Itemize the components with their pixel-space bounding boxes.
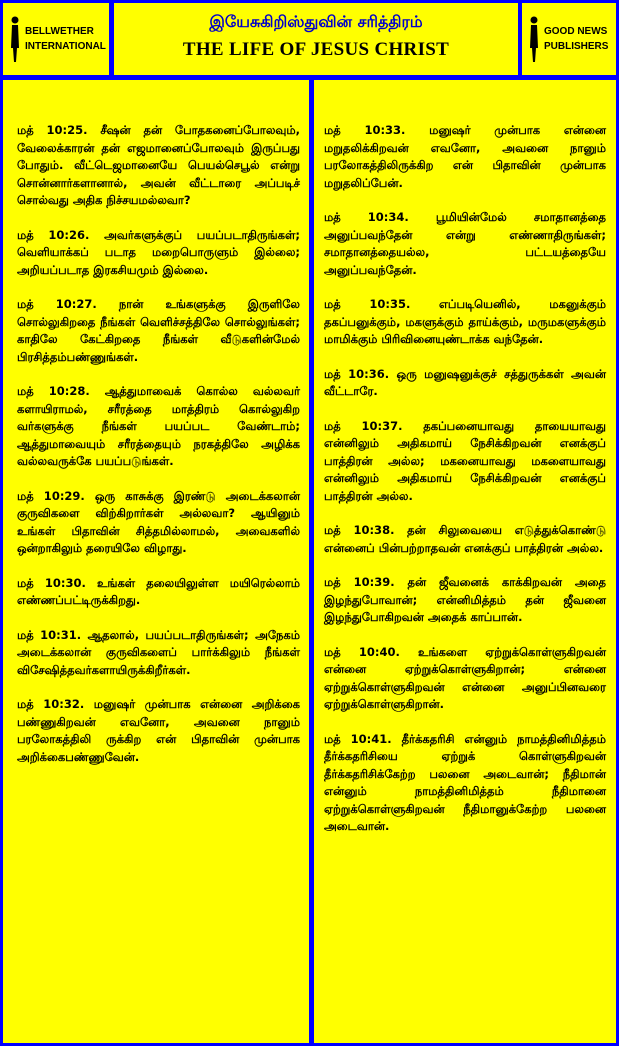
verse-ref: மத் 10:30. [17,575,86,590]
verse [324,366,606,401]
verse [324,522,606,557]
verse [17,488,300,558]
verse-ref: மத் 10:33. [324,123,406,137]
left-column [3,80,309,1043]
verse-ref: மத் 10:31. [17,627,82,642]
bellwether-figure-icon [9,14,21,64]
verse-ref: மத் 10:32. [17,697,85,711]
verse-text: சீஷன் தன் போதகனைப்போலவும், வேலைக்காரன் தன் எஜமானைப்போலவும் இருப்பது போதும். வீட்டெஜமானையே பெயல்செபூல் என்று சொன்னார்களானால், அவன் வீட்டாரை அப்படிச் சொல்வது அதிக நிச்சயமல்லவா? [17,123,300,207]
verse [17,575,300,610]
verse-ref: மத் 10:27. [17,297,97,311]
verse [324,296,606,349]
figure-icon [528,14,540,64]
verse-text: பூமியின்மேல் சமாதானத்தை அனுப்பவந்தேன் என்று எண்ணாதிருங்கள்; சமாதானத்தையல்ல, பட்டயத்தையே அனுப்பவந்தேன். [324,210,606,277]
verse-text: நான் உங்களுக்கு இருளிலே சொல்லுகிறதை நீங்கள் வெளிச்சத்திலே சொல்லுங்கள்; காதிலே கேட்கிறதை நீங்கள் வீடுகளின்மேல் பிரசித்தம்பண்ணுங்கள். [17,297,300,364]
verse [17,296,300,366]
verse-text: உங்கள் தலையிலுள்ள மயிரெல்லாம் எண்ணப்பட்டிருக்கிறது. [17,575,300,607]
verse-text: ஆத்துமாவைக் கொல்ல வல்லவர் களாயிராமல், சரீரத்தை மாத்திரம் கொல்லுகிற வர்களுக்கு நீங்கள் பயப்பட வேண்டாம்; ஆத்துமாவையும் சரீரத்தையும் நரகத்திலே அழிக்க வல்லவருக்கே பயப்படுங்கள். [17,384,300,468]
verse-text: உங்களை ஏற்றுக்கொள்ளுகிறவன் என்னை ஏற்றுக்கொள்ளுகிறான்; என்னை ஏற்றுக்கொள்ளுகிறவன் என்னை அனுப்பினவரை ஏற்றுக்கொள்ளுகிறான். [324,644,606,711]
verse [324,731,606,836]
verse-text: தன் சிலுவையை எடுத்துக்கொண்டு என்னைப் பின்பற்றாதவன் எனக்குப் பாத்திரன் அல்ல. [324,523,606,555]
right-column [314,80,616,1043]
verse-ref: மத் 10:39. [324,575,395,589]
verse [324,209,606,279]
verse-ref: மத் 10:37. [324,418,403,433]
verse-text: தன் ஜீவனைக் காக்கிறவன் அதை இழந்துபோவான்; என்னிமித்தம் தன் ஜீவனை இழந்துபோகிறவன் அதைக் காப்பான். [324,575,606,624]
good-news-logo-line2: PUBLISHERS [544,41,609,52]
verse [17,696,300,766]
title-tamil: இயேசுகிறிஸ்துவின் சரித்திரம் [209,12,423,31]
verse-ref: மத் 10:34. [324,210,409,224]
verse [17,627,300,680]
verse-ref: மத் 10:25. [17,123,88,137]
verse-text: தீர்க்கதரிசி என்னும் நாமத்தினிமித்தம் தீர்க்கதரிசியை ஏற்றுக் கொள்ளுகிறவன் தீர்க்கதரிசிக்கேற்ற பலனை அடைவான்; நீதிமான் என்னும் நாமத்தினிமித்தம் நீதிமானை ஏற்றுக்கொள்ளுகிறவன் நீதிமானுக்கேற்ற பலனை அடைவான். [324,731,606,833]
bellwether-logo-line2: INTERNATIONAL [25,41,106,52]
verse-ref: மத் 10:41. [324,731,392,746]
verse-ref: மத் 10:29. [17,488,85,503]
title-english: THE LIFE OF JESUS CHRIST [182,39,450,60]
verse [324,644,606,714]
verse-text: ஆதலால், பயப்படாதிருங்கள்; அநேகம் அடைக்கலான் குருவிகளைப் பார்க்கிலும் நீங்கள் விசேஷித்தவர்களாயிருக்கிறீர்கள். [17,627,300,677]
good-news-logo-line1: GOOD NEWS [544,26,608,37]
title-banner [114,3,518,75]
verse-text: மனுஷர் முன்பாக என்னை அறிக்கை பண்ணுகிறவன் எவனோ, அவனை நானும் பரலோகத்திலி ருக்கிற என் பிதாவின் முன்பாக அறிக்கைபண்ணுவேன். [17,697,300,764]
verse-text: தகப்பனையாவது தாயையாவது என்னிலும் அதிகமாய் நேசிக்கிறவன் எனக்குப் பாத்திரன் அல்ல; மகனையாவது மகளையாவது என்னிலும் அதிகமாய் நேசிக்கிறவன் எனக்குப் பாத்திரன் அல்ல. [324,418,606,503]
verse-ref: மத் 10:35. [324,297,411,311]
verse [17,122,300,210]
verse [324,574,606,627]
verse-text: அவர்களுக்குப் பயப்படாதிருங்கள்; வெளியாக்கப் படாத மறைபொருளும் இல்லை; அறியப்படாத இரகசியமும் இல்லை. [17,227,300,277]
verse-text: எப்படியெனில், மகனுக்கும் தகப்பனுக்கும், மகளுக்கும் தாய்க்கும், மருமகளுக்கும் மாமிக்கும் பிரிவினையுண்டாக்க வந்தேன். [324,297,606,346]
verse-ref: மத் 10:26. [17,227,90,242]
verse-ref: மத் 10:40. [324,644,400,659]
verse [17,383,300,471]
verse-text: ஒரு மனுஷனுக்குச் சத்துருக்கள் அவன் வீட்டாரே. [324,366,606,398]
bellwether-logo-line1: BELLWETHER [25,26,94,37]
verse [324,418,606,506]
verse [324,122,606,192]
verse-ref: மத் 10:28. [17,384,90,398]
verse-text: மனுஷர் முன்பாக என்னை மறுதலிக்கிறவன் எவனோ, அவனை நானும் பரலோகத்திலிருக்கிற என் பிதாவின் முன்பாக மறுதலிப்பேன். [324,123,606,190]
verse-ref: மத் 10:38. [324,523,395,537]
bellwether-logo [3,3,109,75]
verse [17,227,300,280]
verse-ref: மத் 10:36. [324,366,390,381]
verse-text: ஒரு காசுக்கு இரண்டு அடைக்கலான் குருவிகளை விற்கிறார்கள் அல்லவா? ஆயினும் உங்கள் பிதாவின் சித்தமில்லாமல், அவைகளில் ஒன்றாகிலும் தரையிலே விழாது. [17,488,300,555]
good-news-logo [522,3,616,75]
